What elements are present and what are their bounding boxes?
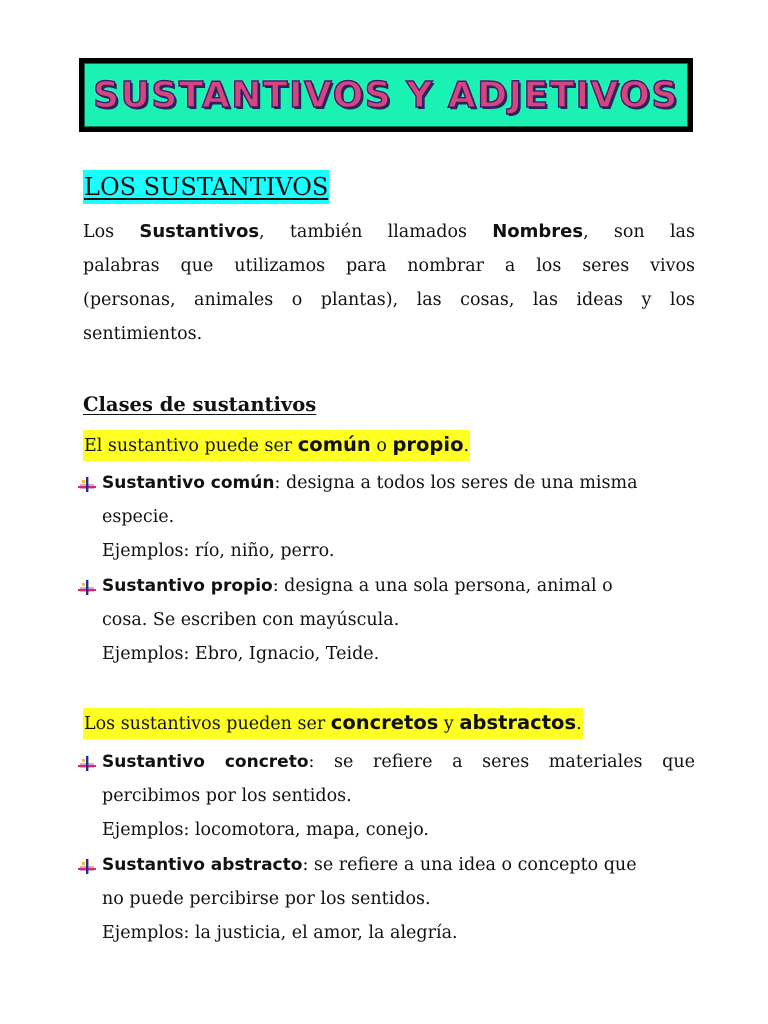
item-definition: : designa a todos los seres de una misma [274, 473, 638, 493]
group1-intro [83, 430, 470, 461]
title-banner-inner [84, 63, 688, 127]
item-term: Sustantivo común [102, 473, 275, 493]
item-definition-cont: percibimos por los sentidos. [102, 786, 352, 806]
term-nombres: Nombres [492, 221, 584, 242]
pin-bullet-icon [78, 476, 96, 492]
intro-line-3: (personas, animales o plantas), las cosas, las ideas y los [83, 290, 695, 310]
intro-line-1 [83, 215, 695, 249]
item-examples: Ejemplos: Ebro, Ignacio, Teide. [102, 644, 380, 664]
intro-line-2: palabras que utilizamos para nombrar a los seres vivos [83, 256, 695, 276]
intro-text: , son las [583, 222, 695, 242]
intro-paragraph [83, 215, 695, 351]
group-intro-text: . [576, 714, 582, 734]
subheading: Clases de sustantivos [83, 393, 317, 416]
item-definition-cont: no puede percibirse por los sentidos. [102, 889, 431, 909]
group-intro-text: Los sustantivos pueden ser [84, 714, 331, 734]
page-title: SUSTANTIVOS Y ADJETIVOS [93, 74, 679, 116]
item-definition: : se refiere a una idea o concepto que [302, 855, 637, 875]
intro-line-4: sentimientos. [83, 324, 203, 344]
item-examples: Ejemplos: río, niño, perro. [102, 541, 335, 561]
pin-bullet-icon [78, 579, 96, 595]
list-item-line-1 [78, 848, 695, 882]
item-examples: Ejemplos: la justicia, el amor, la alegría. [102, 923, 458, 943]
intro-text: Los [83, 222, 115, 242]
item-term: Sustantivo propio [102, 576, 273, 596]
item-definition-cont: especie. [102, 507, 175, 527]
term-propio: propio [392, 433, 464, 456]
item-term: Sustantivo concreto [102, 752, 309, 772]
list-item-line-1 [78, 569, 695, 603]
item-examples: Ejemplos: locomotora, mapa, conejo. [102, 820, 429, 840]
pin-bullet-icon [78, 858, 96, 874]
group-intro-text: y [438, 714, 460, 734]
title-banner [79, 58, 693, 132]
group-intro-text: . [463, 436, 470, 456]
term-concretos: concretos [330, 711, 439, 734]
group-intro-text: El sustantivo puede ser [84, 436, 298, 456]
section-heading: LOS SUSTANTIVOS [83, 170, 329, 204]
term-comun: común [297, 433, 371, 456]
group2-intro [83, 708, 583, 739]
list-item [78, 745, 695, 847]
item-term: Sustantivo abstracto [102, 855, 303, 875]
list-item [78, 569, 695, 671]
pin-bullet-icon [78, 755, 96, 771]
list-item-line-1 [78, 466, 695, 500]
item-definition: : designa a una sola persona, animal o [272, 576, 613, 596]
term-sustantivos: Sustantivos [139, 221, 260, 242]
item-definition: : se refiere a seres materiales que [308, 752, 695, 772]
group-intro-text: o [370, 436, 393, 456]
item-definition-cont: cosa. Se escriben con mayúscula. [102, 610, 400, 630]
list-item [78, 466, 695, 568]
list-item [78, 848, 695, 950]
term-abstractos: abstractos [459, 711, 577, 734]
intro-text: , también llamados [259, 222, 467, 242]
list-item-line-1 [78, 745, 695, 779]
